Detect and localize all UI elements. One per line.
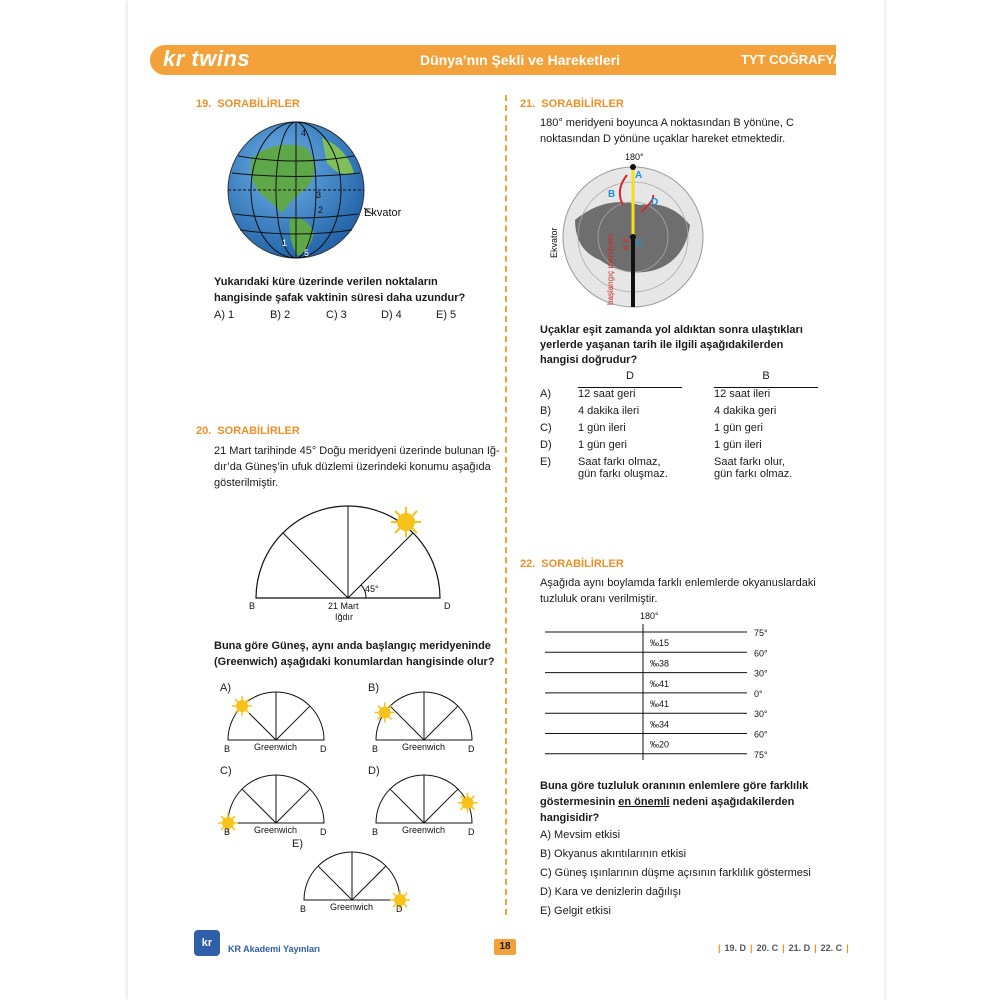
publisher-name: KR Akademi Yayınları [228,944,321,954]
key-20: 20. C [756,943,779,953]
q20-stem-1: Buna göre Güneş, aynı anda başlangıç meridyeninde [214,640,491,652]
q19-option-b[interactable]: B) 2 [270,309,291,321]
meridian-label: başlangıç meridyeni [606,233,615,305]
q21-option-d[interactable]: D) 1 gün geri 1 gün ileri [540,439,762,451]
q22-option-c[interactable]: C) Güneş ışınlarının düşme açısının farklılık göstermesi [540,867,811,879]
q22-heading [520,558,624,570]
west-label: B [372,744,379,754]
q20-option-b[interactable] [362,680,487,763]
q20-main-diagram [240,495,470,625]
west-label: B [224,827,231,837]
q21-label: SORABİLİRLER [541,98,624,110]
q20-text-2: dır’da Güneş’in ufuk düzlemi üzerindeki konumu aşağıda [214,461,491,473]
q21-stem-2: yerlerde yaşanan tarih ile ilgili aşağıdakilerden [540,339,784,351]
greenwich-label: Greenwich [402,742,446,752]
point-d: D [651,197,659,208]
latitude-label: 60° [754,729,768,740]
q19-label: SORABİLİRLER [217,98,300,110]
point-b: B [608,189,616,200]
meridian-180-label: 180° [640,611,659,621]
q22-stem-2: göstermesinin en önemli nedeni aşağıdakilerden [540,796,795,808]
date-label: 21 Mart [328,601,359,611]
chapter-title: Dünya’nın Şekli ve Hareketleri [420,52,620,68]
salinity-value: ‰38 [650,658,670,669]
greenwich-label: Greenwich [330,902,374,912]
q22-text-1: Aşağıda aynı boylamda farklı enlemlerde okyanuslardaki [540,577,816,589]
salinity-value: ‰41 [650,699,670,710]
q22-option-a[interactable]: A) Mevsim etkisi [540,829,621,841]
q20-option-c[interactable] [214,763,339,846]
q19-option-a[interactable]: A) 1 [214,309,235,321]
q19-globe-figure [222,118,422,268]
pole-label: K.K. [622,234,631,250]
q20-label: SORABİLİRLER [217,425,300,437]
east-label: D [320,744,327,754]
point-3-label: 3 [316,190,322,200]
option-letter: D) [368,765,380,777]
east-label: D [320,827,327,837]
q21-option-c[interactable]: C) 1 gün ileri 1 gün geri [540,422,763,434]
point-c: C [636,238,644,249]
q22-option-d[interactable]: D) Kara ve denizlerin dağılışı [540,886,682,898]
west-label: B [300,904,307,914]
q22-option-b[interactable]: B) Okyanus akıntılarının etkisi [540,848,687,860]
west-label: B [224,744,231,754]
q21-heading [520,98,624,110]
publisher-logo: kr [194,930,220,956]
point-1-label: 1 [282,238,288,248]
place-label: Iğdır [335,612,354,622]
latitude-label: 75° [754,628,768,638]
q19-heading [196,98,300,110]
page-number: 18 [494,939,516,955]
q19-option-c[interactable]: C) 3 [326,309,347,321]
q21-text-1: 180° meridyeni boyunca A noktasından B yönüne, C [540,117,794,129]
greenwich-label: Greenwich [402,825,446,835]
q19-option-e[interactable]: E) 5 [436,309,457,321]
col-d-header: D [578,370,682,388]
q22-stem-1: Buna göre tuzluluk oranının enlemlere göre farklılık [540,780,809,792]
option-letter: A) [220,682,231,694]
q19-stem-2: hangisinde şafak vaktinin süresi daha uzundur? [214,292,466,304]
sun-icon [458,793,478,813]
equator-label: Ekvator [364,207,402,219]
q21-polar-map [545,150,715,310]
q19-number: 19. [196,98,212,110]
q21-number: 21. [520,98,536,110]
salinity-value: ‰34 [650,719,670,730]
salinity-value: ‰20 [650,739,670,750]
q21-stem-3: hangisi doğrudur? [540,354,638,366]
q22-number: 22. [520,558,536,570]
column-divider [505,95,507,915]
point-a: A [635,170,643,181]
sun-icon [391,507,421,537]
q22-latitude-chart [540,608,780,768]
east-label: D [468,744,475,754]
q19-option-d[interactable]: D) 4 [381,309,402,321]
q20-text-3: gösterilmiştir. [214,477,279,489]
col-b-header: B [714,370,818,388]
latitude-label: 75° [754,749,768,760]
subject-title: TYT COĞRAFYA [741,52,843,67]
brand-logo: kr twins [163,46,251,71]
q20-heading [196,425,300,437]
q21-stem-1: Uçaklar eşit zamanda yol aldıktan sonra ulaştıkları [540,324,803,336]
sun-icon [375,702,395,722]
option-letter: B) [368,682,379,694]
salinity-value: ‰15 [650,638,670,649]
point-2-label: 2 [318,205,324,215]
q20-stem-2: (Greenwich) aşağıdaki konumlardan hangisinde olur? [214,656,495,668]
q21-option-e[interactable]: E) Saat farkı olmaz, gün farkı oluşmaz. Saat farkı olur, gün farkı olmaz. [540,456,793,480]
point-5-label: 5 [304,248,310,258]
emphasis-text: en önemli [618,796,670,808]
q22-text-2: tuzluluk oranı verilmiştir. [540,593,658,605]
q20-option-e[interactable] [290,840,415,923]
west-label: B [372,827,379,837]
q21-option-a[interactable]: A) 12 saat geri 12 saat ileri [540,387,771,400]
option-letter: E) [292,838,303,850]
salinity-value: ‰41 [650,678,670,689]
q22-option-e[interactable]: E) Gelgit etkisi [540,905,611,917]
q22-stem-3: hangisidir? [540,812,600,824]
q20-option-a[interactable] [214,680,339,763]
key-19: 19. D [724,943,747,953]
q21-answer-table [540,370,818,480]
latitude-label: 30° [754,668,768,679]
east-label: D [468,827,475,837]
latitude-label: 0° [754,688,763,699]
greenwich-label: Greenwich [254,742,298,752]
map-top-label: 180° [625,152,644,162]
equator-side-label: Ekvator [549,227,559,258]
q19-stem-1: Yukarıdaki küre üzerinde verilen noktaların [214,276,438,288]
latitude-label: 30° [754,709,768,720]
key-22: 22. C [820,943,843,953]
point-4-label: 4 [301,128,307,138]
q21-header-row [540,370,818,388]
q20-number: 20. [196,425,212,437]
latitude-label: 60° [754,648,768,659]
greenwich-label: Greenwich [254,825,298,835]
q20-option-d[interactable] [362,763,487,846]
q22-label: SORABİLİRLER [541,558,624,570]
east-label: D [396,904,403,914]
option-letter: C) [220,765,232,777]
q21-option-b[interactable]: B) 4 dakika ileri 4 dakika geri [540,405,777,417]
key-21: 21. D [788,943,811,953]
q21-text-2: noktasından D yönüne uçaklar hareket etmektedir. [540,133,786,145]
east-label: D [444,601,451,611]
angle-label: 45° [365,584,379,594]
answer-key: | 19. D | 20. C | 21. D | 22. C | [718,943,849,953]
q20-text-1: 21 Mart tarihinde 45° Doğu meridyeni üzerinde bulunan Iğ- [214,445,500,457]
west-label: B [249,601,256,611]
